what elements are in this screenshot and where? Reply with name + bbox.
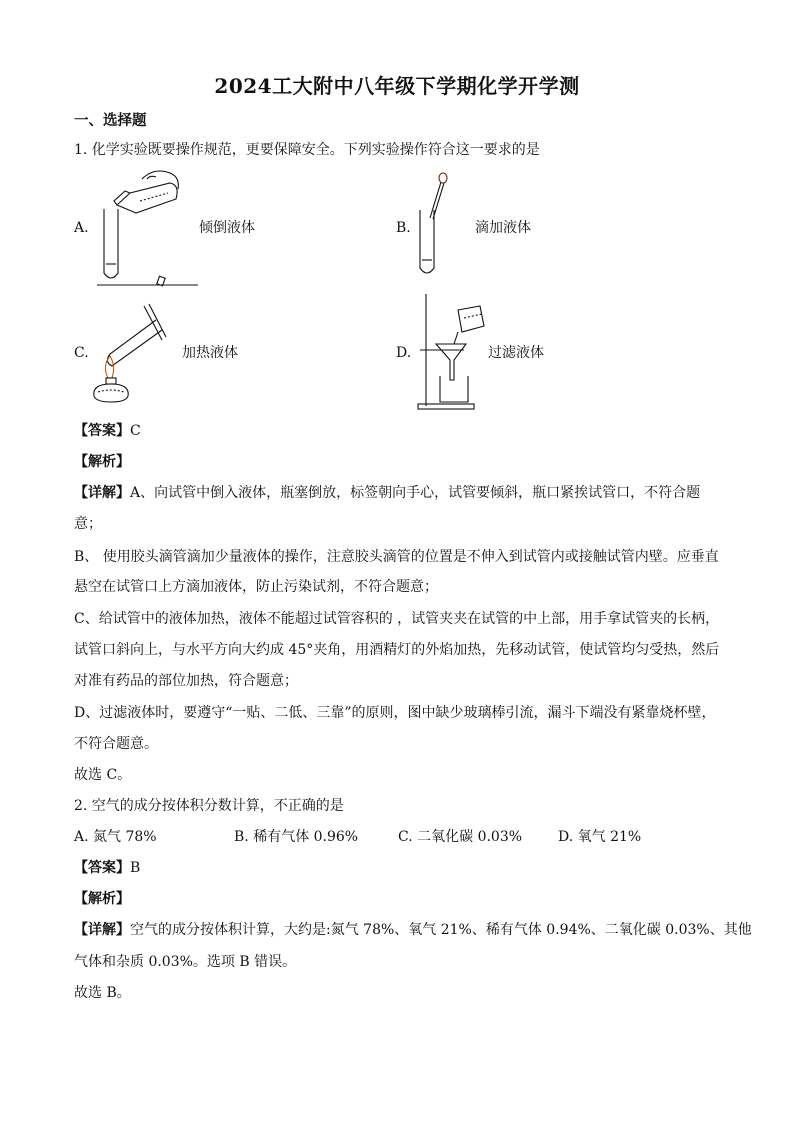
q1-option-a-letter: A. xyxy=(74,220,89,236)
q1-line-6: 对准有药品的部位加热，符合题意； xyxy=(74,673,298,689)
q2-option-b: B. 稀有气体 0.96% xyxy=(234,829,359,845)
answer-label: 【答案】 xyxy=(74,423,130,439)
q1-option-c-letter: C. xyxy=(74,345,89,361)
analysis-label: 【解析】 xyxy=(74,454,130,470)
filtration-icon xyxy=(414,292,494,412)
q2-line-1: 气体和杂质 0.03%。选项 B 错误。 xyxy=(74,954,297,970)
section-heading: 一、选择题 xyxy=(74,112,147,129)
q1-line-4: C、给试管中的液体加热，液体不能超过试管容积的 ，试管夹夹在试管的中上部，用手拿试管夹的长柄， xyxy=(74,611,720,627)
q1-option-b-letter: B. xyxy=(396,220,411,236)
q2-line-0-text: 空气的成分按体积计算，大约是:氮气 78%、氧气 21%、稀有气体 0.94%、二氧化碳 0.03%、其他 xyxy=(130,922,752,938)
heating-tube-icon xyxy=(86,300,186,405)
q2-answer xyxy=(74,858,140,878)
q2-option-c: C. 二氧化碳 0.03% xyxy=(398,829,523,845)
dropper-icon xyxy=(410,170,460,285)
q2-option-d: D. 氧气 21% xyxy=(558,829,642,845)
q1-option-c-caption: 加热液体 xyxy=(182,345,238,361)
answer-value: B xyxy=(130,860,141,876)
q1-option-b-caption: 滴加液体 xyxy=(475,220,531,236)
q1-option-a-caption: 倾倒液体 xyxy=(199,220,255,236)
q1-stem: 1. 化学实验既要操作规范，更要保障安全。下列实验操作符合这一要求的是 xyxy=(74,142,540,158)
q1-line-8: 不符合题意。 xyxy=(74,736,158,752)
q1-line-2: B、 使用胶头滴管滴加少量液体的操作，注意胶头滴管的位置是不伸入到试管内或接触试管内壁。应垂直 xyxy=(74,549,719,565)
q1-line-1: 意； xyxy=(74,516,102,532)
q1-line-9: 故选 C。 xyxy=(74,767,132,783)
page-title: 2024工大附中八年级下学期化学开学测 xyxy=(214,74,580,98)
analysis-label: 【解析】 xyxy=(74,891,130,907)
q2-line-2: 故选 B。 xyxy=(74,985,131,1001)
q1-line-7: D、过滤液体时，要遵守“一贴、二低、三靠”的原则，图中缺少玻璃棒引流，漏斗下端没有紧靠烧杯壁， xyxy=(74,705,716,721)
q1-line-3: 悬空在试管口上方滴加液体，防止污染试剂，不符合题意； xyxy=(74,579,438,595)
q1-answer xyxy=(74,421,141,441)
pouring-liquid-icon xyxy=(92,165,202,290)
q1-line-5: 试管口斜向上，与水平方向大约成 45°夹角，用酒精灯的外焰加热，先移动试管，使试管均匀受热，然后 xyxy=(74,642,720,658)
q2-line-0 xyxy=(74,920,752,940)
detail-label: 【详解】 xyxy=(74,485,130,501)
q2-option-a: A. 氮气 78% xyxy=(74,829,157,845)
q1-line-0-text: A、向试管中倒入液体，瓶塞倒放，标签朝向手心，试管要倾斜，瓶口紧挨试管口，不符合题 xyxy=(130,485,701,501)
q1-option-d-caption: 过滤液体 xyxy=(488,345,544,361)
answer-label: 【答案】 xyxy=(74,860,130,876)
q1-option-d-letter: D. xyxy=(396,345,412,361)
detail-label: 【详解】 xyxy=(74,922,130,938)
q2-stem: 2. 空气的成分按体积分数计算，不正确的是 xyxy=(74,798,344,814)
answer-value: C xyxy=(130,423,141,439)
q1-line-0 xyxy=(74,483,700,503)
